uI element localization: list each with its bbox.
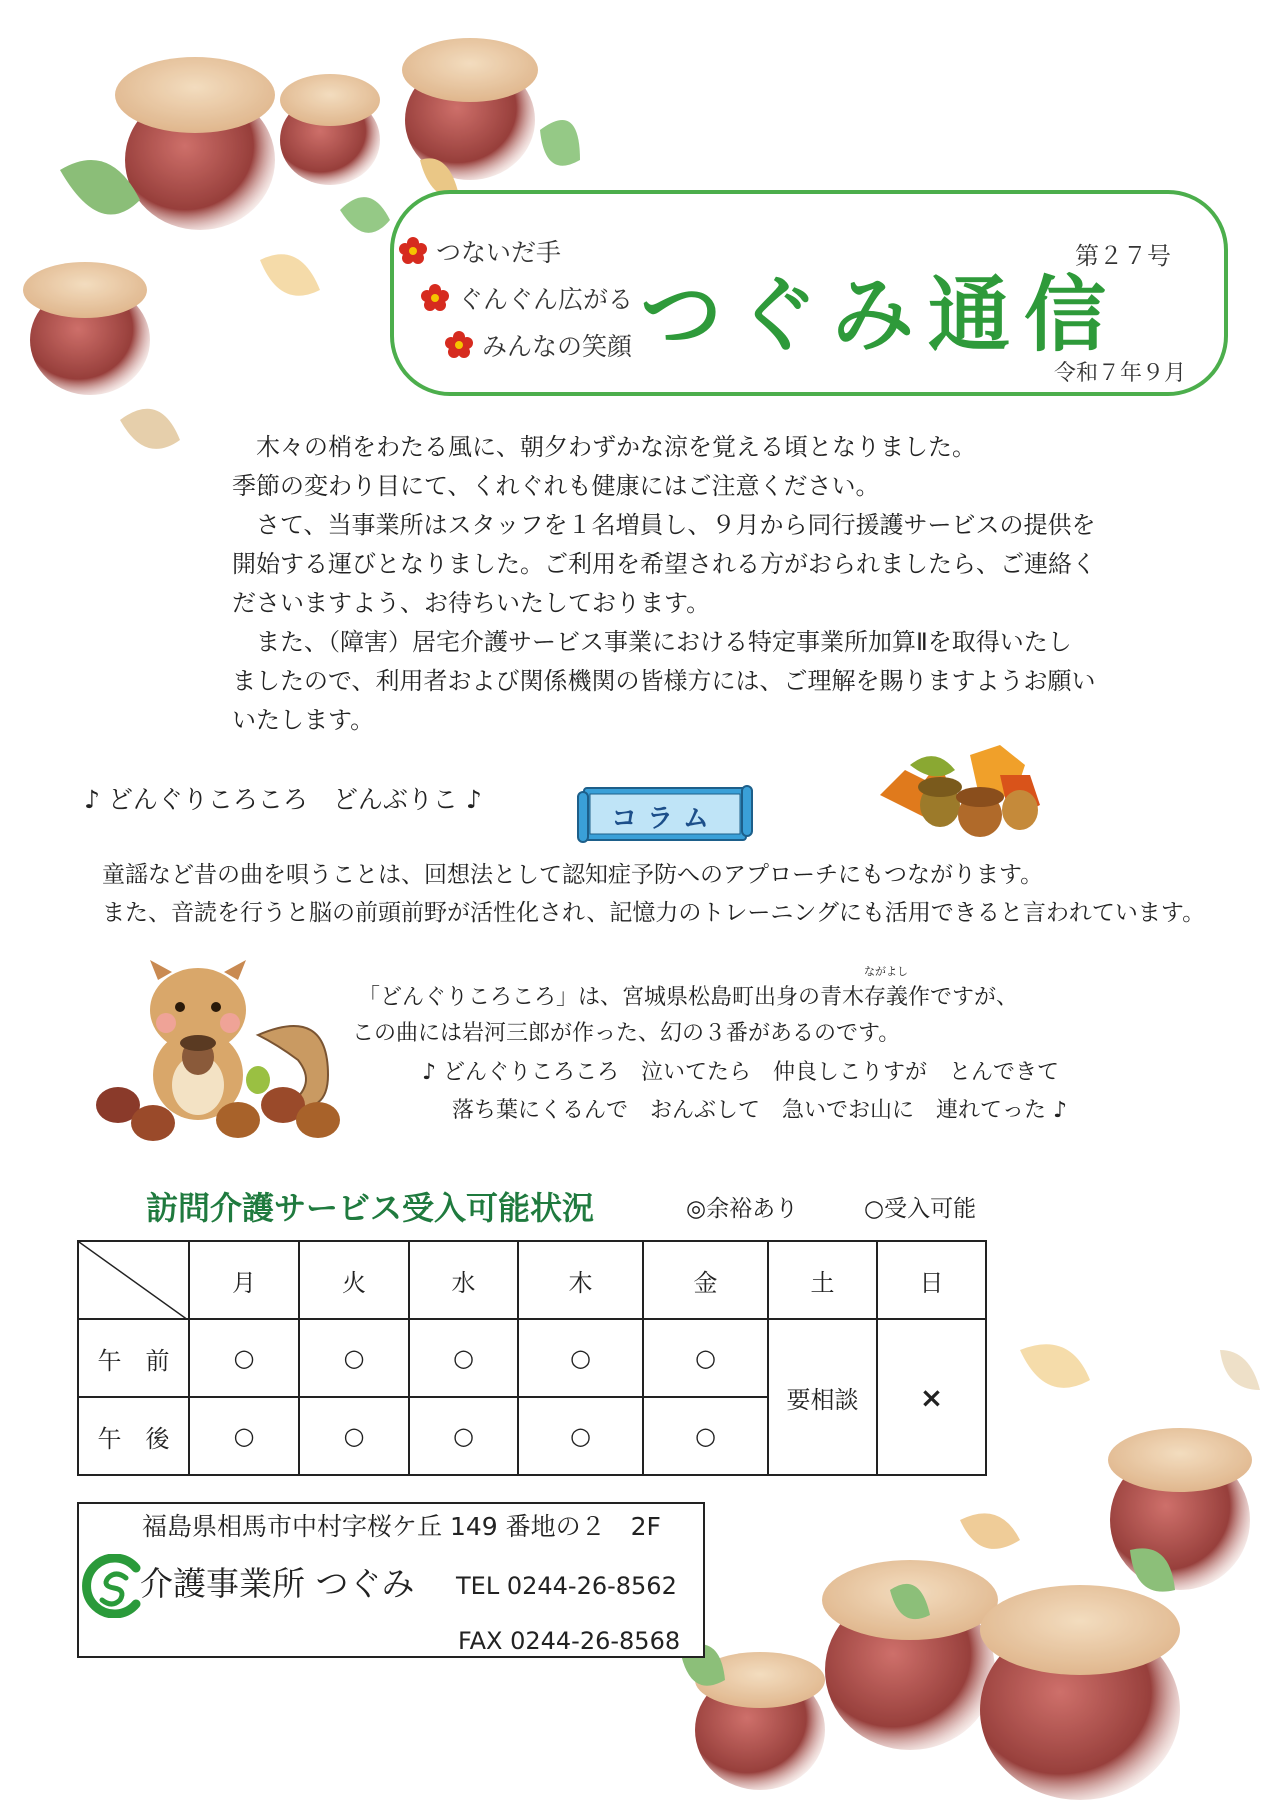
ruby-name <box>864 965 909 1011</box>
day-header: 月 <box>189 1241 299 1319</box>
lyric-line-2: 落ち葉にくるんで おんぶして 急いでお山に 連れてった ♪ <box>452 1098 1068 1123</box>
slot-cell: ○ <box>643 1319 768 1397</box>
slot-cell: ○ <box>299 1397 409 1475</box>
slot-cell: ○ <box>299 1319 409 1397</box>
slot-cell: ○ <box>409 1319 518 1397</box>
intro-line: ださいますよう、お待ちいたしております。 <box>232 589 711 617</box>
story-line-2: この曲には岩河三郎が作った、幻の３番があるのです。 <box>352 1021 901 1046</box>
intro-line: いたします。 <box>232 706 375 734</box>
intro-line: 開始する運びとなりました。ご利用を希望される方がおられましたら、ご連絡く <box>232 550 1096 578</box>
office-name: 介護事業所 つぐみ <box>140 1564 415 1603</box>
slogan-text: つないだ手 <box>436 238 562 267</box>
red-flower-icon <box>398 236 428 266</box>
day-header: 木 <box>518 1241 643 1319</box>
saturday-cell: 要相談 <box>768 1319 877 1475</box>
slogan-text: ぐんぐん広がる <box>458 285 634 314</box>
legend-available: ○受入可能 <box>864 1196 977 1222</box>
newsletter-title: つぐみ通信 <box>640 268 1121 363</box>
availability-title: 訪問介護サービス受入可能状況 <box>146 1189 595 1227</box>
intro-line: さて、当事業所はスタッフを１名増員し、９月から同行援護サービスの提供を <box>232 511 1096 539</box>
intro-line: 季節の変わり目にて、くれぐれも健康にはご注意ください。 <box>232 472 880 500</box>
song-title: ♪ どんぐりころころ どんぶりこ ♪ <box>84 785 482 814</box>
slogan-text: みんなの笑顔 <box>482 332 633 361</box>
row-label-pm: 午 後 <box>78 1397 189 1475</box>
slot-cell: ○ <box>518 1397 643 1475</box>
sunday-cell: × <box>877 1319 986 1475</box>
day-header: 土 <box>768 1241 877 1319</box>
availability-table <box>77 1240 987 1476</box>
intro-paragraph <box>232 428 1192 740</box>
column-text-line: 童謡など昔の曲を唄うことは、回想法として認知症予防へのアプローチにもつながります。 <box>102 862 1044 888</box>
slot-cell: ○ <box>518 1319 643 1397</box>
ruby-base: 存義 <box>864 985 909 1010</box>
ruby-reading: ながよし <box>864 965 909 978</box>
slot-cell: ○ <box>643 1397 768 1475</box>
story-text: 「どんぐりころころ」は、宮城県松島町出身の青木 <box>358 985 865 1010</box>
issue-date: 令和７年９月 <box>1054 361 1187 386</box>
day-header: 金 <box>643 1241 768 1319</box>
red-flower-icon <box>444 330 474 360</box>
slot-cell: ○ <box>409 1397 518 1475</box>
day-header: 火 <box>299 1241 409 1319</box>
slogan-line-3 <box>444 327 632 363</box>
slot-cell: ○ <box>189 1319 299 1397</box>
squirrel-with-acorns-illustration <box>88 955 353 1145</box>
story-text: 作ですが、 <box>908 985 1019 1010</box>
slogan-line-2 <box>420 280 633 316</box>
autumn-acorns-leaves-illustration <box>870 735 1050 845</box>
column-text-line: また、音読を行うと脳の前頭前野が活性化され、記憶力のトレーニングにも活用できると言われています。 <box>102 900 1206 926</box>
intro-line: 木々の梢をわたる風に、朝夕わずかな涼を覚える頃となりました。 <box>232 433 976 461</box>
phone-number: TEL 0244-26-8562 <box>456 1572 677 1600</box>
company-logo-icon <box>82 1554 146 1618</box>
issue-number: 第２７号 <box>1075 242 1171 270</box>
address-text: 福島県相馬市中村字桜ケ丘 149 番地の２ 2F <box>142 1512 661 1541</box>
day-header: 日 <box>877 1241 986 1319</box>
lyric-line-1: ♪ どんぐりころころ 泣いてたら 仲良しこりすが とんできて <box>422 1060 1060 1085</box>
table-corner-cell <box>78 1241 189 1319</box>
row-label-am: 午 前 <box>78 1319 189 1397</box>
fax-number: FAX 0244-26-8568 <box>458 1627 681 1655</box>
red-flower-icon <box>420 283 450 313</box>
slot-cell: ○ <box>189 1397 299 1475</box>
intro-line: ましたので、利用者および関係機関の皆様方には、ご理解を賜りますようお願い <box>232 667 1096 695</box>
legend-ample: ◎余裕あり <box>686 1196 799 1222</box>
table-row <box>78 1319 986 1397</box>
intro-line: また、（障害）居宅介護サービス事業における特定事業所加算Ⅱを取得いたし <box>232 628 1072 656</box>
slogan-line-1 <box>398 233 561 269</box>
column-badge-label: コラム <box>611 804 719 834</box>
story-line-1 <box>358 965 1019 1011</box>
diagonal-line <box>79 1242 188 1320</box>
column-badge <box>576 784 754 846</box>
day-header: 水 <box>409 1241 518 1319</box>
